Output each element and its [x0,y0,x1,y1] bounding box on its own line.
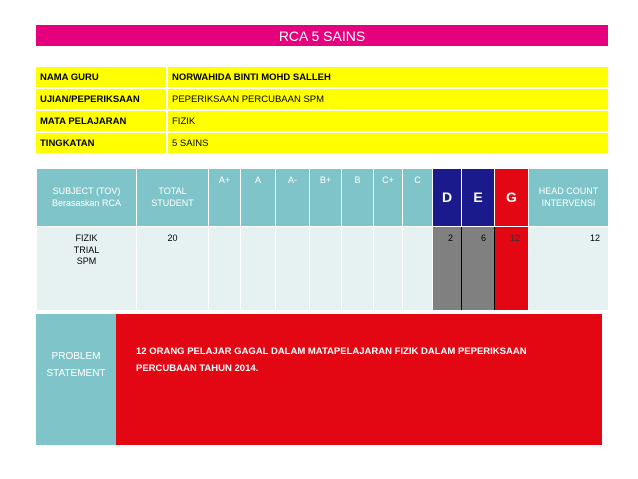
grade-table [36,168,609,311]
info-label: TINGKATAN [36,132,167,154]
problem-label-line1: PROBLEM [51,350,101,362]
header-total-line2: STUDENT [151,197,194,208]
page-title: RCA 5 SAINS [36,25,608,46]
header-grade-a-minus: A- [276,169,310,227]
info-label: UJIAN/PEPERIKSAAN [36,88,167,110]
problem-statement-box [36,314,602,445]
problem-text-line2: PERCUBAAN TAHUN 2014. [136,362,259,374]
header-grade-c-plus: C+ [374,169,403,227]
info-value: NORWAHIDA BINTI MOHD SALLEH [167,67,608,88]
problem-text [116,314,602,445]
header-head-count [529,169,609,227]
header-subject-line2: Berasaskan RCA [51,197,122,208]
cell-e: 6 [462,227,495,311]
cell-subject-line1: FIZIK [75,233,98,243]
problem-label [36,314,116,445]
header-grade-d: D [433,169,462,227]
info-table [36,67,608,155]
cell-a-minus [276,227,310,311]
cell-head-count: 12 [529,227,609,311]
header-grade-g: G [495,169,529,227]
problem-text-line1: 12 ORANG PELAJAR GAGAL DALAM MATAPELAJARAN FIZIK DALAM PEPERIKSAAN [136,346,527,357]
info-row [36,110,608,132]
cell-c-plus [374,227,403,311]
header-head-count-line2: INTERVENSI [541,197,596,208]
grade-data-row [37,227,609,311]
header-subject-line1: SUBJECT (TOV) [52,185,121,196]
info-label: NAMA GURU [36,67,167,88]
cell-a-plus [209,227,241,311]
grade-header-row [37,169,609,227]
problem-label-line2: STATEMENT [46,367,106,379]
header-grade-a-plus: A+ [209,169,241,227]
cell-d: 2 [433,227,462,311]
header-subject [37,169,137,227]
info-value: FIZIK [167,110,608,132]
cell-subject [37,227,137,311]
cell-subject-line2: TRIAL [73,244,100,255]
header-grade-e: E [462,169,495,227]
header-total-line1: TOTAL [158,185,187,196]
info-row [36,67,608,88]
header-head-count-line1: HEAD COUNT [538,185,599,196]
header-grade-c: C [403,169,433,227]
cell-total: 20 [137,227,209,311]
header-grade-b: B [342,169,374,227]
cell-b [342,227,374,311]
cell-c [403,227,433,311]
info-label: MATA PELAJARAN [36,110,167,132]
header-grade-b-plus: B+ [310,169,342,227]
cell-a [241,227,276,311]
info-row [36,88,608,110]
header-grade-a: A [241,169,276,227]
info-value: 5 SAINS [167,132,608,154]
info-value: PEPERIKSAAN PERCUBAAN SPM [167,88,608,110]
cell-b-plus [310,227,342,311]
cell-g: 12 [495,227,529,311]
header-total [137,169,209,227]
info-row [36,132,608,154]
cell-subject-line3: SPM [76,256,97,267]
